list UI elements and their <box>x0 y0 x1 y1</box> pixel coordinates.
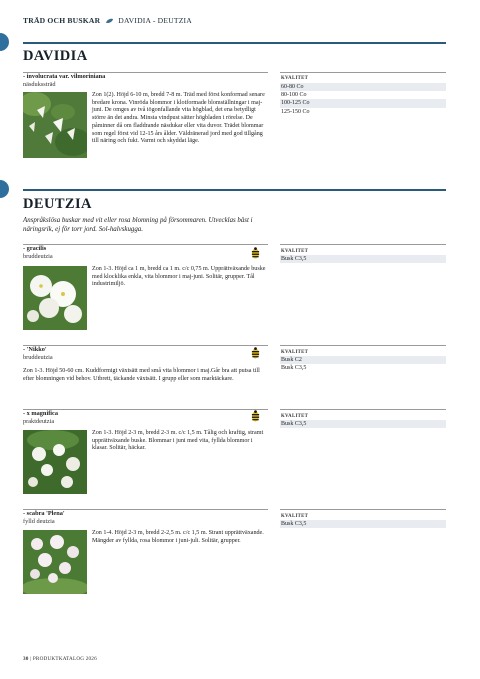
plant-common-name: fylld deutzia <box>23 518 55 525</box>
section-heading-davidia: DAVIDIA <box>23 48 88 64</box>
size-list <box>280 356 446 372</box>
quality-label: KVALITET <box>281 350 309 355</box>
plant-description: Zon 1-3. Höjd ca 1 m, bredd ca 1 m. c/c 0,75 m. Upprättväxande buske med klocklika enkla, vita blommor i maj-juni. Solitär, grupper. Tål industrimiljö. <box>92 266 266 288</box>
section-heading-deutzia: DEUTZIA <box>23 196 92 212</box>
plant-description: Zon 1-3. Höjd 2-3 m, bredd 2-3 m. c/c 1,5 m. Tålig och kraftig, stramt upprättväxande buske. Blommar i juni med vita, fyllda blommor i klasar. Solitär, häckar. <box>92 430 264 452</box>
section-tab-marker <box>0 33 9 51</box>
quality-divider <box>280 72 446 73</box>
size-row: Busk C3,5 <box>280 420 446 428</box>
quality-label: KVALITET <box>281 249 309 254</box>
plant-photo-magnifica <box>23 430 87 494</box>
plant-photo-davidia <box>23 92 87 158</box>
bee-icon <box>251 247 260 259</box>
plant-common-name: bruddeutzia <box>23 253 53 260</box>
size-list <box>280 420 446 428</box>
bee-icon <box>251 347 260 359</box>
entry-divider <box>23 244 268 245</box>
size-row: 100-125 Co <box>280 99 446 107</box>
plant-photo-gracilis <box>23 266 87 330</box>
catalog-title: PRODUKTKATALOG 2026 <box>32 656 97 662</box>
page-header <box>23 16 192 25</box>
plant-description: Zon 1(2). Höjd 6-10 m, bredd 7-8 m. Träd med först konformad senare bredare krona. Vinröda blommor i klotformade blomställningar i maj-juni. De omges av två iögonfallande vita högblad, det ena betydligt större än det andra. Minsta vindpust sätter högbladen i rörelse. De påminner då om fladdrande näsdukar eller vita duvor. Trädet blommar som regel först vid 12-15 års ålder. Väldränerad jord med god tillgång till näring och fukt. Varmt och skyddat läge. <box>92 92 265 145</box>
size-row: 60-80 Co <box>280 83 446 91</box>
section-intro: Anspråkslösa buskar med vit eller rosa blomning på försommaren. Utvecklas bäst i näringsrik, ej för torr jord. Sol-halvskugga. <box>23 217 253 233</box>
size-row: Busk C3,5 <box>281 365 307 372</box>
leaf-icon <box>105 18 114 24</box>
quality-label: KVALITET <box>281 76 309 81</box>
plant-common-name: praktdeutzia <box>23 418 55 425</box>
section-tab-marker <box>0 180 9 198</box>
footer-separator: | <box>30 656 32 662</box>
size-list <box>280 83 446 116</box>
quality-divider <box>280 345 446 346</box>
size-row: Busk C3,5 <box>280 255 446 263</box>
plant-common-name: bruddeutzia <box>23 354 53 361</box>
quality-label: KVALITET <box>281 414 309 419</box>
breadcrumb: DAVIDIA - DEUTZIA <box>118 16 192 25</box>
size-row: 125-150 Co <box>281 108 310 115</box>
page-number: 30 <box>23 656 29 662</box>
section-title: TRÄD OCH BUSKAR <box>23 16 101 25</box>
plant-common-name: näsdukssträd <box>23 81 56 88</box>
size-row: 80-100 Co <box>281 92 307 99</box>
entry-divider <box>23 409 268 410</box>
entry-divider <box>23 345 268 346</box>
section-divider <box>23 189 446 191</box>
quality-divider <box>280 244 446 245</box>
plant-name: - gracilis <box>23 245 47 252</box>
plant-description: Zon 1-3. Höjd 50-60 cm. Kuddformigt växtsätt med små vita blommor i maj.Går bra att putsa till efter blomningen vid behov. Utbrett, täckande växtsätt. I grupp eller som marktäckare. <box>23 368 260 382</box>
plant-name: - involucrata var. vilmoriniana <box>23 73 106 80</box>
size-list <box>280 520 446 528</box>
plant-name: - x magnifica <box>23 410 58 417</box>
quality-label: KVALITET <box>281 514 309 519</box>
bee-icon <box>251 410 260 422</box>
size-list <box>280 255 446 263</box>
plant-description: Zon 1-4. Höjd 2-3 m, bredd 2-2,5 m. c/c 1,5 m. Strant upprättväxande. Mängder av fyllda, rosa blommor i juni-juli. Solitär, grupper. <box>92 530 264 544</box>
quality-divider <box>280 409 446 410</box>
plant-name: - 'Nikko' <box>23 346 47 353</box>
section-divider <box>23 42 446 44</box>
size-row: Busk C3,5 <box>280 520 446 528</box>
quality-divider <box>280 509 446 510</box>
size-row: Busk C2 <box>280 356 446 364</box>
page-footer <box>23 656 97 662</box>
plant-name: - scabra 'Plena' <box>23 510 65 517</box>
plant-photo-scabra-plena <box>23 530 87 594</box>
